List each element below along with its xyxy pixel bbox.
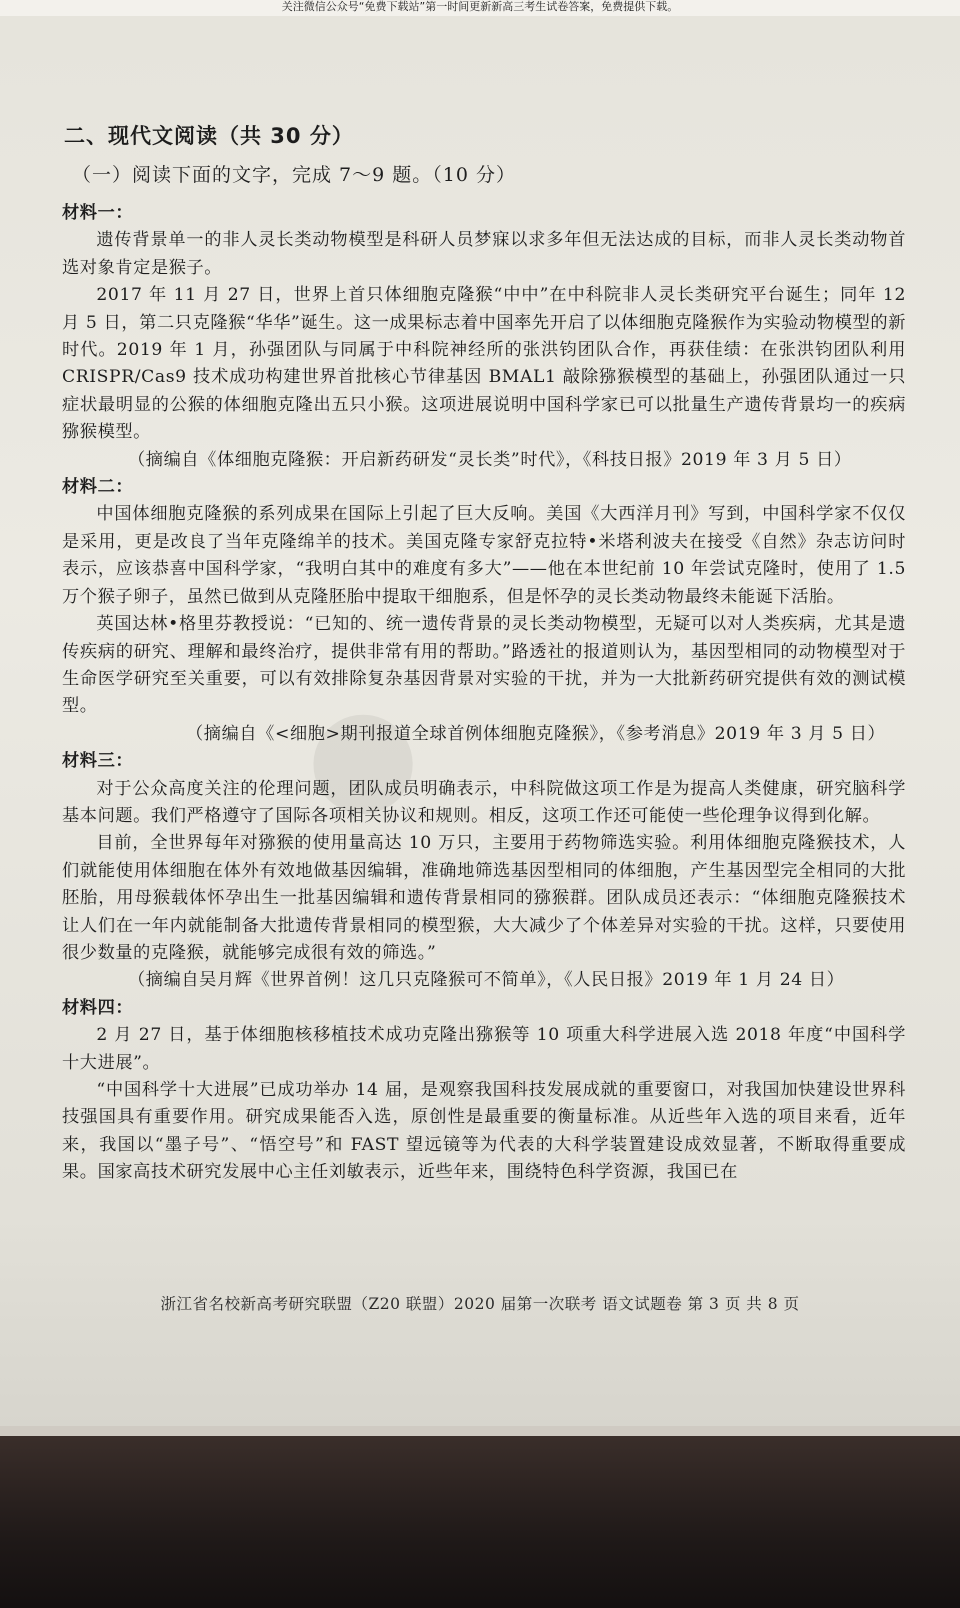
reading-passage <box>62 200 906 1187</box>
material-source: （摘编自《体细胞克隆猴：开启新药研发“灵长类”时代》，《科技日报》2019 年 3 月 5 日） <box>128 449 852 470</box>
material-source: （摘编自吴月辉《世界首例！这几只克隆猴可不简单》，《人民日报》2019 年 1 月 24 日） <box>128 970 845 991</box>
material-label: 材料三： <box>62 751 134 772</box>
material-paragraph: 2017 年 11 月 27 日，世界上首只体细胞克隆猴“中中”在中科院非人灵长类研究平台诞生；同年 12 月 5 日，第二只克隆猴“华华”诞生。这一成果标志着中国率先开启了以体细胞克隆猴作为实验动物模型的新时代。2019 年 1 月，孙强团队与同属于中科院神经所的张洪钧团队合作，再获佳绩：在张洪钧团队利用 CRISPR/Cas9 技术成功构建世界首批核心节律基因 BMAL1 敲除猕猴模型的基础上，孙强团队通过一只症状最明显的公猴的体细胞克隆出五只小猴。这项进展说明中国科学家已可以批量生产遗传背景均一的疾病猕猴模型。 <box>62 285 906 443</box>
material-label: 材料二： <box>62 477 134 498</box>
table-surface <box>0 1436 960 1608</box>
material-paragraph: 2 月 27 日，基于体细胞核移植技术成功克隆出猕猴等 10 项重大科学进展入选 2018 年度“中国科学十大进展”。 <box>62 1025 906 1073</box>
page-footer: 浙江省名校新高考研究联盟（Z20 联盟）2020 届第一次联考 语文试题卷 第 3 页 共 8 页 <box>160 1295 800 1313</box>
material-label: 材料四： <box>62 997 134 1018</box>
watermark: ● <box>270 655 454 849</box>
material-paragraph: “中国科学十大进展”已成功举办 14 届，是观察我国科技发展成就的重要窗口，对我国加快建设世界科技强国具有重要作用。研究成果能否入选，原创性是最重要的衡量标准。从近些年入选的项目来看，近年来，我国以“墨子号”、“悟空号”和 FAST 望远镜等为代表的大科学装置建设成效显著，不断取得重要成果。国家高技术研究发展中心主任刘敏表示，近些年来，围绕特色科学资源，我国已在 <box>62 1080 906 1183</box>
paper-edge <box>0 1426 960 1436</box>
material-paragraph: 目前，全世界每年对猕猴的使用量高达 10 万只，主要用于药物筛选实验。利用体细胞克隆猴技术，人们就能使用体细胞在体外有效地做基因编辑，准确地筛选基因型相同的体细胞，产生基因型完全相同的大批胚胎，用母猴载体怀孕出生一批基因编辑和遗传背景相同的猕猴群。团队成员还表示：“体细胞克隆猴技术让人们在一年内就能制备大批遗传背景相同的模型猴，大大减少了个体差异对实验的干扰。这样，只要使用很少数量的克隆猴，就能够完成很有效的筛选。” <box>62 833 906 963</box>
subsection-title: （一）阅读下面的文字，完成 7～9 题。（10 分） <box>72 164 516 186</box>
section-title: 二、现代文阅读（共 30 分） <box>64 124 354 148</box>
material-paragraph: 对于公众高度关注的伦理问题，团队成员明确表示，中科院做这项工作是为提高人类健康，研究脑科学基本问题。我们严格遵守了国际各项相关协议和规则。相反，这项工作还可能使一些伦理争议得到化解。 <box>62 778 906 826</box>
material-source: （摘编自《<细胞>期刊报道全球首例体细胞克隆猴》，《参考消息》2019 年 3 月 5 日） <box>186 723 886 744</box>
material-paragraph: 遗传背景单一的非人灵长类动物模型是科研人员梦寐以求多年但无法达成的目标，而非人灵长类动物首选对象肯定是猴子。 <box>62 230 906 278</box>
top-notice: 关注微信公众号“免费下载站”第一时间更新新高三考生试卷答案，免费提供下载。 <box>0 0 960 16</box>
material-paragraph: 中国体细胞克隆猴的系列成果在国际上引起了巨大反响。美国《大西洋月刊》写到，中国科学家不仅仅是采用，更是改良了当年克隆绵羊的技术。美国克隆专家舒克拉特•米塔利波夫在接受《自然》杂志访问时表示，应该恭喜中国科学家，“我明白其中的难度有多大”——他在本世纪前 10 年尝试克隆时，使用了 1.5 万个猴子卵子，虽然已做到从克隆胚胎中提取干细胞系，但是怀孕的灵长类动物最终未能诞下活胎。 <box>62 504 906 607</box>
material-label: 材料一： <box>62 203 134 223</box>
material-paragraph: 英国达林•格里芬教授说：“已知的、统一遗传背景的灵长类动物模型，无疑可以对人类疾病，尤其是遗传疾病的研究、理解和最终治疗，提供非常有用的帮助。”路透社的报道则认为，基因型相同的动物模型对于生命医学研究至关重要，可以有效排除复杂基因背景对实验的干扰，并为一大批新药研究提供有效的测试模型。 <box>62 614 906 717</box>
